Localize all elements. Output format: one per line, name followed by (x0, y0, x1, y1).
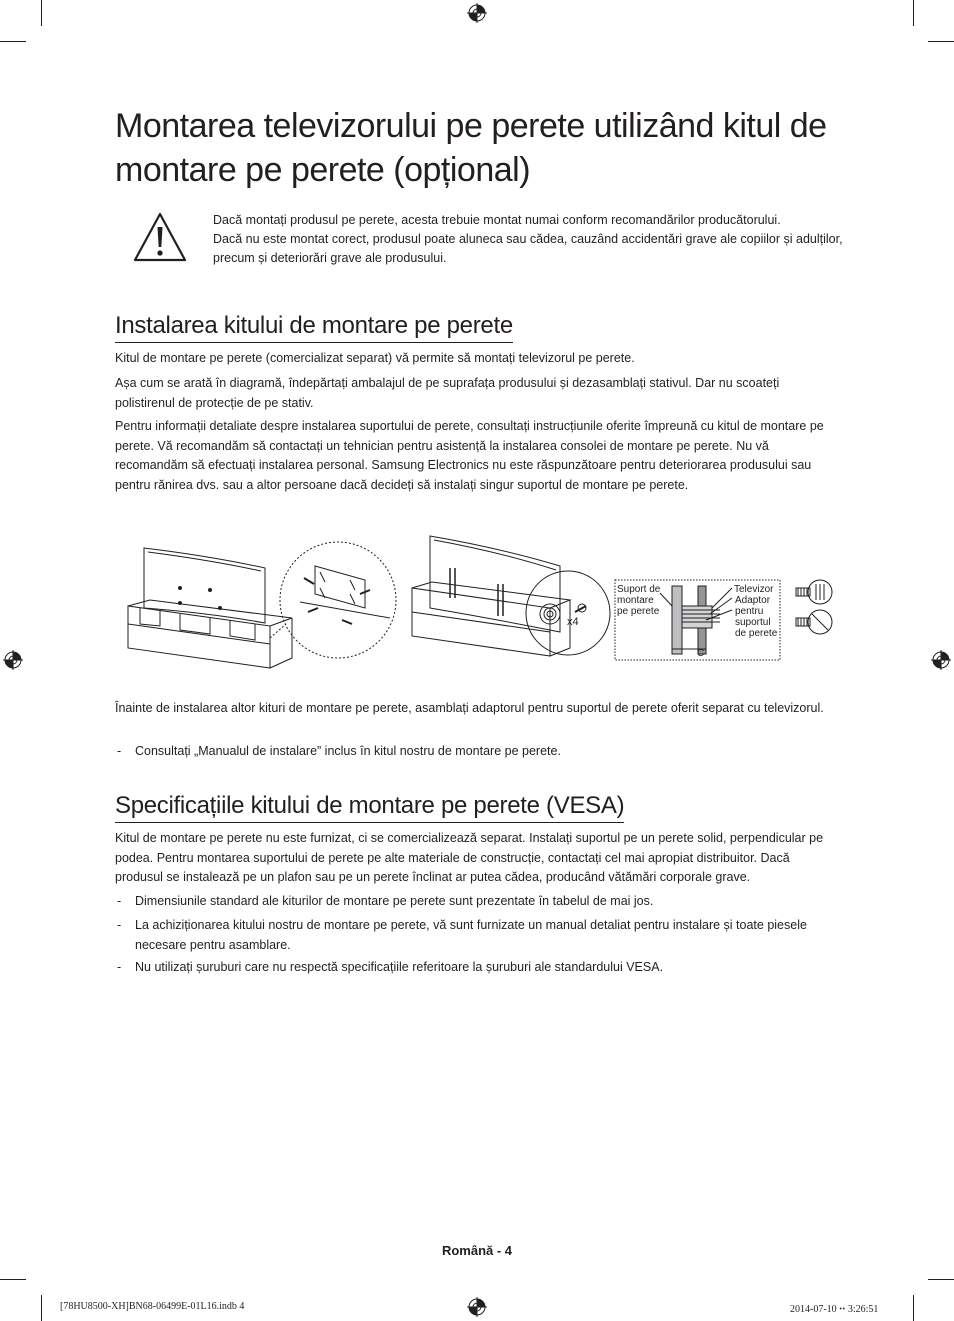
wall-mount-diagram (120, 528, 840, 676)
paragraph: Pentru informații detaliate despre instalarea suportului de perete, consultați instrucțiunile oferite împreună cu kitul de montare pe perete. Vă recomandăm să contactați un tehnician pentru asistență la instalarea consolei de montare pe perete. Nu vă recomandăm să efectuați instalarea personal. Samsung Electronics nu este răspunzătoare pentru deteriorarea produsului sau pentru rănirea dvs. sau a altor persoane dacă decideți să instalați singur suportul de montare pe perete. (115, 419, 824, 492)
crop-mark (913, 1295, 914, 1321)
crop-mark (928, 41, 954, 42)
tv-label: Televizor (734, 584, 774, 595)
wall-mount-label: Suport de montare pe perete (617, 584, 661, 617)
list-item (115, 742, 840, 762)
section-heading-vesa: Specificațiile kitului de montare pe perete (VESA) (115, 791, 624, 823)
list-item-text: Consultați „Manualul de instalare” inclus în kitul nostru de montare pe perete. (135, 744, 561, 758)
list-item (115, 916, 840, 955)
crop-mark (0, 1279, 26, 1280)
list-item (115, 958, 840, 978)
page-number: Română - 4 (441, 1243, 513, 1258)
section-heading-install: Instalarea kitului de montare pe perete (115, 311, 513, 343)
crop-mark (913, 0, 914, 26)
crop-mark (41, 1295, 42, 1321)
screw-count-label: x4 (567, 616, 579, 628)
section-heading-wrapper (115, 311, 513, 343)
list-item-text: Dimensiunile standard ale kiturilor de montare pe perete sunt prezentate în tabelul de mai jos. (135, 894, 654, 908)
bullet-dash: - (117, 744, 122, 758)
warning-text (213, 211, 843, 268)
tv-back-illustration (412, 536, 570, 656)
paragraph: Înainte de instalarea altor kituri de montare pe perete, asamblați adaptorul pentru suportul de perete oferit separat cu televizorul. (115, 701, 824, 715)
warning-line: Dacă montați produsul pe perete, acesta trebuie montat numai conform recomandărilor producătorului. (213, 213, 781, 227)
list-item (115, 892, 840, 912)
bullet-dash: - (117, 960, 122, 974)
registration-mark-icon (3, 650, 23, 670)
bracket-detail (300, 566, 390, 624)
tv-back-illustration (128, 548, 292, 668)
screw-correct-icon (796, 580, 832, 604)
section-heading-wrapper (115, 791, 624, 823)
paragraph: Așa cum se arată în diagramă, îndepărtați ambalajul de pe suprafața produsului și dezasamblați stativul. Dar nu scoateți polistirenul de protecție de pe stativ. (115, 376, 780, 410)
print-slug-left: [78HU8500-XH]BN68-06499E-01L16.indb 4 (60, 1301, 245, 1312)
registration-mark-icon (467, 1297, 487, 1317)
list-item-text: Nu utilizați șuruburi care nu respectă specificațiile referitoare la șuruburi ale standardului VESA. (135, 960, 664, 974)
dimension-c-label: C (697, 648, 705, 659)
warning-line: Dacă nu este montat corect, produsul poate aluneca sau cădea, cauzând accidentări grave ale copiilor și adulților, precum și deteriorări grave ale produsului. (213, 232, 843, 265)
page-title: Montarea televizorului pe perete utilizând kitul de montare pe perete (opțional) (115, 107, 827, 189)
registration-mark-icon (467, 3, 487, 23)
crop-mark (0, 41, 26, 42)
registration-mark-icon (931, 650, 951, 670)
cross-section (660, 586, 732, 654)
paragraph: Kitul de montare pe perete (comercializat separat) vă permite să montați televizorul pe perete. (115, 351, 635, 365)
list-item-text: La achiziționarea kitului nostru de montare pe perete, vă sunt furnizate un manual detaliat pentru instalare și toate piesele necesare pentru asamblare. (135, 918, 807, 952)
bullet-dash: - (117, 918, 122, 932)
warning-icon (132, 211, 188, 263)
print-slug-right: 2014-07-10 ꞏꞏ 3:26:51 (790, 1304, 879, 1315)
crop-mark (41, 0, 42, 26)
paragraph: Kitul de montare pe perete nu este furnizat, ci se comercializează separat. Instalați suportul pe un perete solid, perpendicular pe podea. Pentru montarea suportului de perete pe alte materiale de construcție, contactați cel mai apropiat distribuitor. Dacă produsul se instalează pe un plafon sau pe un perete înclinat ar putea cădea, producând vătămări corporale grave. (115, 831, 824, 884)
adapter-label: Adaptor pentru suportul de perete (735, 595, 778, 639)
screw-wrong-icon (796, 610, 832, 634)
bullet-dash: - (117, 894, 122, 908)
crop-mark (928, 1279, 954, 1280)
